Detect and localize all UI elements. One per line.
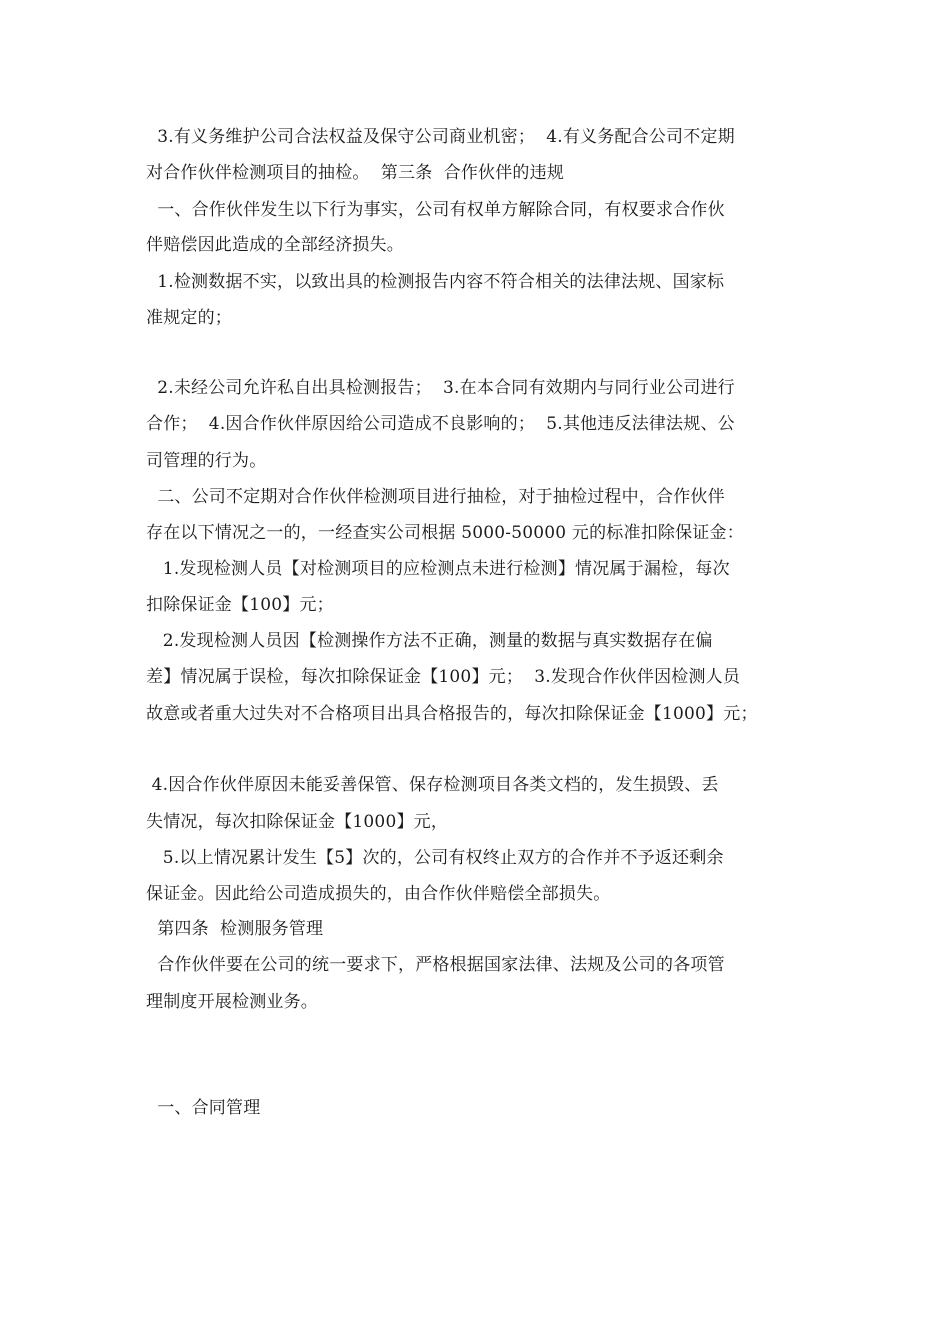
text-line: 故意或者重大过失对不合格项目出具合格报告的，每次扣除保证金【1000】元； — [146, 704, 758, 724]
text-line: 2.未经公司允许私自出具检测报告； 3.在本合同有效期内与同行业公司进行 — [146, 378, 735, 398]
text-line: 对合作伙伴检测项目的抽检。 第三条 合作伙伴的违规 — [146, 163, 565, 183]
subsection-heading: 一、合同管理 — [146, 1098, 261, 1118]
text-line: 伴赔偿因此造成的全部经济损失。 — [146, 235, 404, 255]
text-line: 3.有义务维护公司合法权益及保守公司商业机密； 4.有义务配合公司不定期 — [146, 127, 735, 147]
text-line: 一、合作伙伴发生以下行为事实，公司有权单方解除合同，有权要求合作伙 — [146, 200, 725, 220]
text-line: 扣除保证金【100】元； — [146, 595, 334, 615]
text-line: 合作伙伴要在公司的统一要求下，严格根据国家法律、法规及公司的各项管 — [146, 955, 725, 975]
text-line: 合作； 4.因合作伙伴原因给公司造成不良影响的； 5.其他违反法律法规、公 — [146, 414, 735, 434]
text-line: 司管理的行为。 — [146, 451, 267, 471]
text-line: 准规定的； — [146, 308, 232, 328]
text-line: 差】情况属于误检，每次扣除保证金【100】元； 3.发现合作伙伴因检测人员 — [146, 667, 741, 687]
text-line: 4.因合作伙伴原因未能妥善保管、保存检测项目各类文档的，发生损毁、丢 — [146, 775, 719, 795]
text-line: 5.以上情况累计发生【5】次的，公司有权终止双方的合作并不予返还剩余 — [146, 848, 724, 868]
text-line: 2.发现检测人员因【检测操作方法不正确，测量的数据与真实数据存在偏 — [146, 631, 713, 651]
text-line: 二、公司不定期对合作伙伴检测项目进行抽检，对于抽检过程中，合作伙伴 — [146, 487, 725, 507]
text-line: 1.发现检测人员【对检测项目的应检测点未进行检测】情况属于漏检，每次 — [146, 559, 730, 579]
text-line: 保证金。因此给公司造成损失的，由合作伙伴赔偿全部损失。 — [146, 884, 611, 904]
text-line: 1.检测数据不实，以致出具的检测报告内容不符合相关的法律法规、国家标 — [146, 272, 725, 292]
text-line: 存在以下情况之一的，一经查实公司根据 5000-50000 元的标准扣除保证金： — [146, 523, 744, 543]
section-heading: 第四条 检测服务管理 — [146, 919, 324, 939]
text-line: 失情况，每次扣除保证金【1000】元， — [146, 812, 449, 832]
text-line: 理制度开展检测业务。 — [146, 992, 318, 1012]
